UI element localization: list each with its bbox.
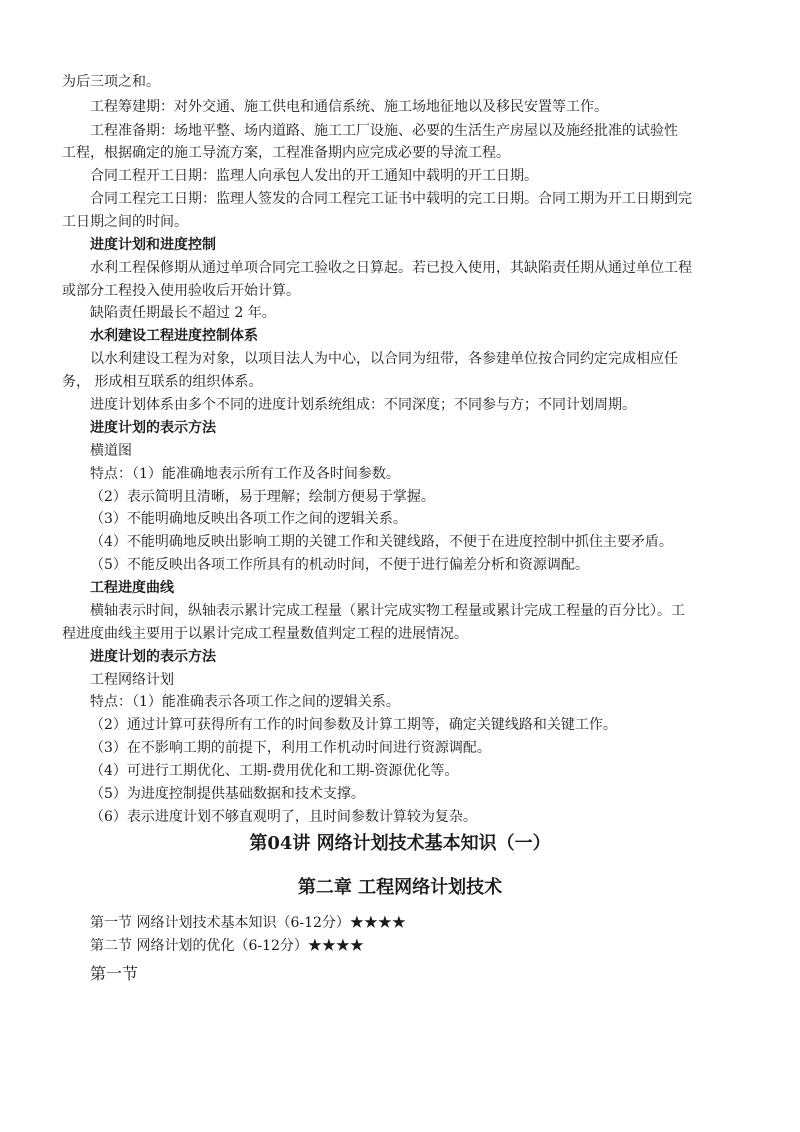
text-line: 务， 形成相互联系的组织体系。 xyxy=(62,374,263,390)
text-line: 工程筹建期：对外交通、施工供电和通信系统、施工场地征地以及移民安置等工作。 xyxy=(90,99,608,115)
section-heading: 进度计划的表示方法 xyxy=(90,420,216,436)
text-line: 为后三项之和。 xyxy=(62,74,160,90)
section-label: 第一节 xyxy=(90,964,139,983)
text-line: （4）可进行工期优化、工期-费用优化和工期-资源优化等。 xyxy=(90,763,459,779)
text-line: 合同工程开工日期：监理人向承包人发出的开工通知中载明的开工日期。 xyxy=(90,168,538,184)
text-line: （6）表示进度计划不够直观明了，且时间参数计算较为复杂。 xyxy=(90,809,477,825)
text-line: 工程网络计划 xyxy=(90,672,174,688)
text-line: 合同工程完工日期：监理人签发的合同工程完工证书中载明的完工日期。合同工期为开工日期到完 xyxy=(90,191,692,207)
text-line: 横道图 xyxy=(90,443,132,459)
text-line: 进度计划体系由多个不同的进度计划系统组成：不同深度；不同参与方；不同计划周期。 xyxy=(90,397,636,413)
text-line: 工程，根据确定的施工导流方案，工程准备期内应完成必要的导流工程。 xyxy=(62,145,510,161)
toc-item: 第一节 网络计划技术基本知识（6-12分）★★★★ xyxy=(90,915,406,931)
text-line: （2）通过计算可获得所有工作的时间参数及计算工期等，确定关键线路和关键工作。 xyxy=(90,717,617,733)
text-line: 横轴表示时间，纵轴表示累计完成工程量（累计完成实物工程量或累计完成工程量的百分比）。工 xyxy=(90,603,685,619)
section-heading: 水利建设工程进度控制体系 xyxy=(90,328,258,344)
text-line: 特点：（1）能准确表示各项工作之间的逻辑关系。 xyxy=(90,694,400,710)
text-line: 或部分工程投入使用验收后开始计算。 xyxy=(62,283,300,299)
chapter-title: 第二章 工程网络计划技术 xyxy=(297,877,503,898)
text-line: 以水利建设工程为对象，以项目法人为中心，以合同为纽带，各参建单位按合同约定完成相应任 xyxy=(90,351,678,367)
text-line: 工程准备期：场地平整、场内道路、施工工厂设施、必要的生活生产房屋以及施经批准的试验性 xyxy=(90,123,678,139)
text-line: （5）为进度控制提供基础数据和技术支撑。 xyxy=(90,786,365,802)
text-line: 程进度曲线主要用于以累计完成工程量数值判定工程的进展情况。 xyxy=(62,626,468,642)
text-line: （4）不能明确地反映出影响工期的关键工作和关键线路，不便于在进度控制中抓住主要矛盾。 xyxy=(90,534,673,550)
text-line: （3）在不影响工期的前提下，利用工作机动时间进行资源调配。 xyxy=(90,740,491,756)
text-line: 特点：（1）能准确地表示所有工作及各时间参数。 xyxy=(90,466,400,482)
text-line: （5）不能反映出各项工作所具有的机动时间，不便于进行偏差分析和资源调配。 xyxy=(90,557,589,573)
section-heading: 工程进度曲线 xyxy=(90,580,174,596)
section-heading: 进度计划和进度控制 xyxy=(90,237,216,253)
toc-item: 第二节 网络计划的优化（6-12分）★★★★ xyxy=(90,938,364,954)
text-line: 水利工程保修期从通过单项合同完工验收之日算起。若已投入使用，其缺陷责任期从通过单位工程 xyxy=(90,260,692,276)
text-line: （2）表示简明且清晰，易于理解；绘制方便易于掌握。 xyxy=(90,489,435,505)
text-line: 缺陷责任期最长不超过 2 年。 xyxy=(90,305,276,321)
lecture-title: 第04讲 网络计划技术基本知识（一） xyxy=(249,833,551,854)
section-heading: 进度计划的表示方法 xyxy=(90,649,216,665)
text-line: （3）不能明确地反映出各项工作之间的逻辑关系。 xyxy=(90,511,407,527)
text-line: 工日期之间的时间。 xyxy=(62,214,188,230)
